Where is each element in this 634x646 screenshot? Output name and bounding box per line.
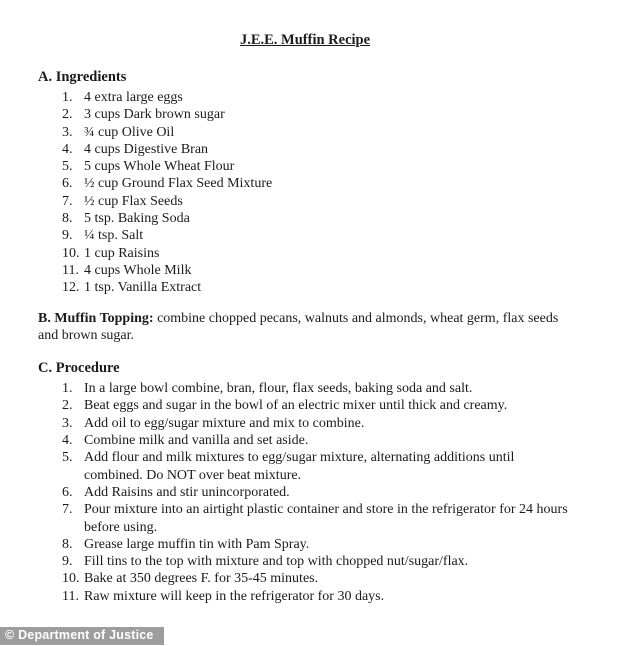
- ingredient-item: [38, 124, 572, 141]
- topping-paragraph: [38, 310, 572, 345]
- list-number: 2.: [62, 398, 73, 414]
- procedure-step: [38, 484, 572, 501]
- procedure-step: [38, 501, 572, 536]
- procedure-text: Raw mixture will keep in the refrigerator for 30 days.: [84, 588, 385, 604]
- procedure-text: Add Raisins and stir unincorporated.: [84, 484, 290, 500]
- ingredient-item: [38, 227, 572, 244]
- list-number: 10.: [62, 571, 80, 587]
- list-number: 8.: [62, 211, 73, 227]
- list-number: 6.: [62, 484, 73, 500]
- ingredient-item: [38, 89, 572, 106]
- ingredient-item: [38, 279, 572, 296]
- list-number: 8.: [62, 536, 73, 552]
- procedure-text: Fill tins to the top with mixture and top with chopped nut/sugar/flax.: [84, 554, 469, 570]
- procedure-step: [38, 553, 572, 570]
- ingredient-item: [38, 158, 572, 175]
- list-number: 7.: [62, 193, 73, 209]
- procedure-text: Add flour and milk mixtures to egg/sugar mixture, alternating additions until combined. Do NOT over beat mixture.: [84, 450, 515, 483]
- procedure-step: [38, 536, 572, 553]
- list-number: 9.: [62, 554, 73, 570]
- list-number: 6.: [62, 176, 73, 192]
- procedure-text: Pour mixture into an airtight plastic container and store in the refrigerator for 24 hours before using.: [84, 502, 568, 535]
- list-number: 10.: [62, 245, 80, 261]
- department-of-justice-watermark: © Department of Justice: [0, 627, 164, 645]
- list-number: 4.: [62, 433, 73, 449]
- procedure-text: Add oil to egg/sugar mixture and mix to combine.: [84, 415, 365, 431]
- page-title: J.E.E. Muffin Recipe: [239, 32, 371, 48]
- topping-text: combine chopped pecans, walnuts and almonds, wheat germ, flax seeds and brown sugar.: [38, 310, 559, 343]
- list-number: 3.: [62, 124, 73, 140]
- procedure-text: Beat eggs and sugar in the bowl of an electric mixer until thick and creamy.: [84, 398, 508, 414]
- topping-heading: B. Muffin Topping:: [38, 310, 154, 326]
- list-number: 2.: [62, 107, 73, 123]
- procedure-step: [38, 432, 572, 449]
- ingredient-text: 1 cup Raisins: [84, 245, 160, 261]
- list-number: 12.: [62, 280, 80, 296]
- list-number: 5.: [62, 450, 73, 466]
- ingredient-item: [38, 193, 572, 210]
- ingredient-text: 4 cups Digestive Bran: [84, 141, 209, 157]
- ingredient-item: [38, 175, 572, 192]
- ingredient-text: 5 tsp. Baking Soda: [84, 211, 190, 227]
- procedure-step: [38, 415, 572, 432]
- procedure-step: [38, 449, 572, 484]
- list-number: 9.: [62, 228, 73, 244]
- ingredient-text: ¼ tsp. Salt: [84, 228, 144, 244]
- list-number: 1.: [62, 381, 73, 397]
- ingredient-item: [38, 106, 572, 123]
- ingredient-item: [38, 141, 572, 158]
- ingredient-text: ½ cup Ground Flax Seed Mixture: [84, 176, 273, 192]
- procedure-text: Combine milk and vanilla and set aside.: [84, 433, 309, 449]
- list-number: 4.: [62, 141, 73, 157]
- procedure-text: Grease large muffin tin with Pam Spray.: [84, 536, 310, 552]
- ingredient-text: ½ cup Flax Seeds: [84, 193, 183, 209]
- procedure-text: In a large bowl combine, bran, flour, flax seeds, baking soda and salt.: [84, 381, 473, 397]
- procedure-list: [38, 380, 572, 605]
- ingredient-item: [38, 245, 572, 262]
- procedure-heading: C. Procedure: [38, 360, 120, 377]
- procedure-text: Bake at 350 degrees F. for 35-45 minutes.: [84, 571, 319, 587]
- list-number: 11.: [62, 588, 79, 604]
- ingredient-text: 4 cups Whole Milk: [84, 262, 192, 278]
- ingredient-text: ¾ cup Olive Oil: [84, 124, 175, 140]
- procedure-step: [38, 397, 572, 414]
- ingredient-text: 4 extra large eggs: [84, 90, 183, 105]
- document-content: [38, 0, 572, 605]
- procedure-step: [38, 570, 572, 587]
- list-number: 1.: [62, 90, 73, 105]
- ingredient-text: 5 cups Whole Wheat Flour: [84, 159, 235, 175]
- ingredient-item: [38, 210, 572, 227]
- procedure-step: [38, 380, 572, 397]
- list-number: 7.: [62, 502, 73, 518]
- ingredients-heading: A. Ingredients: [38, 69, 127, 85]
- list-number: 3.: [62, 415, 73, 431]
- list-number: 5.: [62, 159, 73, 175]
- ingredient-item: [38, 262, 572, 279]
- ingredients-list: [38, 89, 572, 297]
- list-number: 11.: [62, 262, 79, 278]
- ingredient-text: 1 tsp. Vanilla Extract: [84, 280, 202, 296]
- procedure-step: [38, 588, 572, 605]
- ingredient-text: 3 cups Dark brown sugar: [84, 107, 225, 123]
